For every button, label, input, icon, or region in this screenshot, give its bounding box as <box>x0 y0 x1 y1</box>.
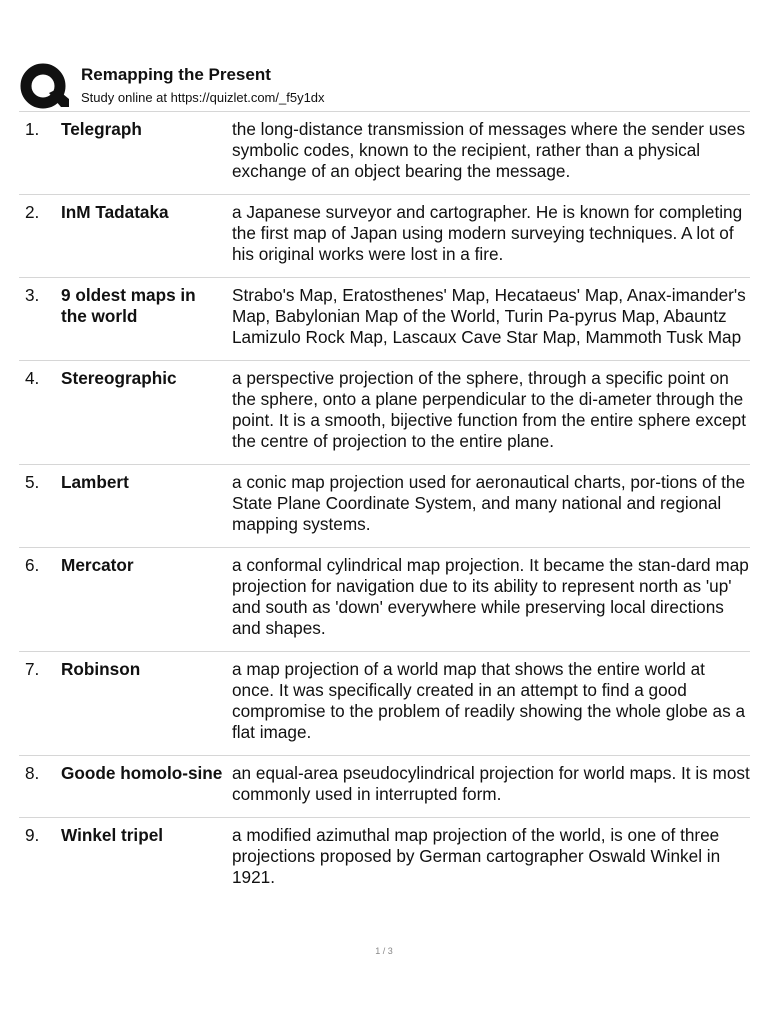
term-number: 3. <box>25 285 40 305</box>
quizlet-q-logo-graphic <box>19 62 69 112</box>
term-definition: a conic map projection used for aeronautical charts, por-tions of the State Plane Coordinate System, and many national and regional mapping systems. <box>232 472 746 534</box>
term-name: 9 oldest maps in the world <box>61 285 196 326</box>
term-number: 5. <box>25 472 40 492</box>
term-row <box>19 361 750 465</box>
term-definition: an equal-area pseudocylindrical projection for world maps. It is most commonly used in interrupted form. <box>232 763 750 804</box>
term-number: 2. <box>25 202 40 222</box>
term-definition: a perspective projection of the sphere, through a specific point on the sphere, onto a plane perpendicular to the di-ameter through the point. It is a smooth, bijective function from the entire sphere except the centre of projection to the entire plane. <box>232 368 746 451</box>
term-name: Mercator <box>61 555 134 575</box>
page-number: 1 / 3 <box>375 946 393 956</box>
term-name: Telegraph <box>61 119 142 139</box>
term-definition: Strabo's Map, Eratosthenes' Map, Hecataeus' Map, Anax-imander's Map, Babylonian Map of the World, Turin Pa-pyrus Map, Abauntz Lamizulo Rock Map, Lascaux Cave Star Map, Mammoth Tusk Map <box>232 285 746 347</box>
term-number: 9. <box>25 825 40 845</box>
document-header <box>19 59 750 113</box>
term-number: 4. <box>25 368 40 388</box>
study-online-link[interactable]: Study online at https://quizlet.com/_f5y1dx <box>81 90 325 105</box>
term-number: 7. <box>25 659 40 679</box>
term-row <box>19 465 750 548</box>
term-number: 6. <box>25 555 40 575</box>
term-name: Winkel tripel <box>61 825 164 845</box>
term-row <box>19 548 750 652</box>
term-definition: a map projection of a world map that shows the entire world at once. It was specifically created in an attempt to find a good compromise to the problem of readily showing the whole globe as a flat image. <box>232 659 746 742</box>
term-name: Robinson <box>61 659 141 679</box>
term-definition: the long-distance transmission of messages where the sender uses symbolic codes, known to the recipient, rather than a physical exchange of an object bearing the message. <box>232 119 746 181</box>
term-name: Stereographic <box>61 368 177 388</box>
term-number: 1. <box>25 119 40 139</box>
term-definition: a conformal cylindrical map projection. It became the stan-dard map projection for navigation due to its ability to represent north as 'up' and south as 'down' everywhere while preserving local directions and shapes. <box>232 555 749 638</box>
term-name: Goode homolo-sine <box>61 763 223 783</box>
term-row <box>19 278 750 361</box>
quizlet-q-logo-icon <box>19 62 69 112</box>
term-name: Lambert <box>61 472 129 492</box>
term-row <box>19 818 750 900</box>
term-definition: a Japanese surveyor and cartographer. He is known for completing the first map of Japan using modern surveying techniques. A lot of his original works were lost in a fire. <box>232 202 743 264</box>
term-definition: a modified azimuthal map projection of the world, is one of three projections proposed by German cartographer Oswald Winkel in 1921. <box>232 825 721 887</box>
term-row <box>19 756 750 818</box>
term-row <box>19 112 750 195</box>
term-list <box>19 112 750 900</box>
term-name: InM Tadataka <box>61 202 169 222</box>
document-title: Remapping the Present <box>81 65 271 84</box>
term-row <box>19 195 750 278</box>
term-number: 8. <box>25 763 40 783</box>
term-row <box>19 652 750 756</box>
